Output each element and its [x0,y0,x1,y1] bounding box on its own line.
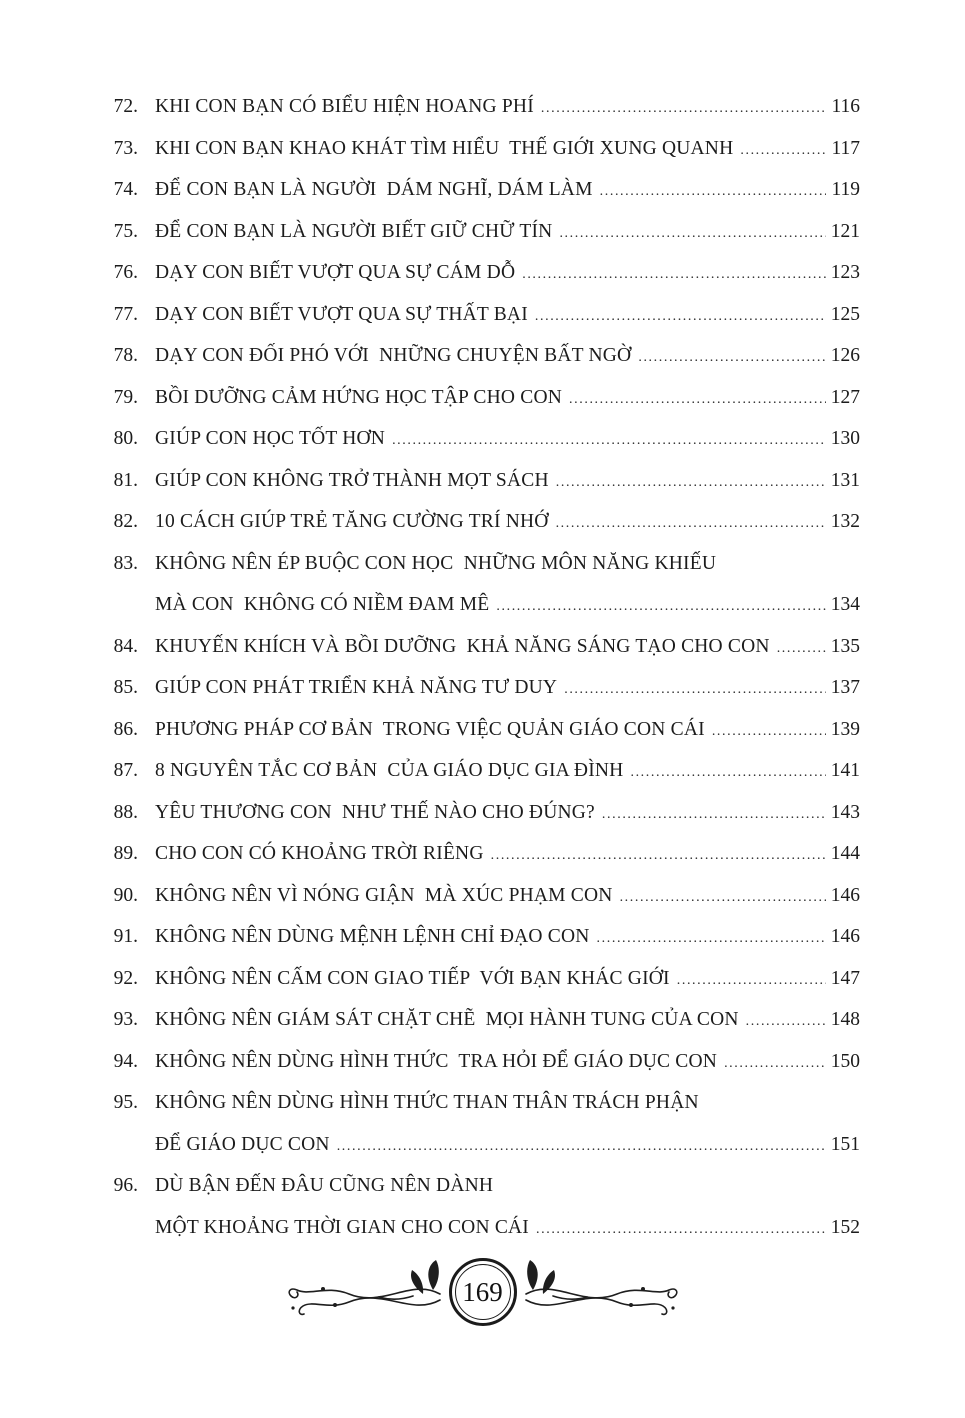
dot-leader [556,503,826,545]
toc-entry-line [100,667,860,709]
entry-title: KHÔNG NÊN CẤM CON GIAO TIẾP VỚI BẠN KHÁC GIỚI [155,967,670,989]
dot-leader [630,752,825,794]
toc-entry-line [100,792,860,834]
entry-number: 78. [113,345,138,366]
toc-entry-line [100,460,860,502]
toc-entry [100,1082,860,1165]
entry-title: KHÔNG NÊN DÙNG HÌNH THỨC THAN THÂN TRÁCH PHẬN [155,1092,699,1113]
entry-page-number: 127 [830,386,860,408]
dot-leader [522,254,826,296]
entry-title: 10 CÁCH GIÚP TRẺ TĂNG CƯỜNG TRÍ NHỚ [155,511,549,532]
entry-title: MÀ CON KHÔNG CÓ NIỀM ĐAM MÊ [155,594,490,615]
toc-entry [100,460,860,502]
toc-entry [100,875,860,917]
entry-number: 94. [113,1050,138,1072]
entry-number: 85. [113,677,138,698]
dot-leader [392,420,826,462]
toc-entry [100,792,860,834]
dot-leader [564,669,826,711]
entry-title: ĐỂ GIÁO DỤC CON [155,1133,330,1155]
toc-entry-line [100,128,860,170]
entry-number: 90. [113,884,138,906]
entry-page-number: 116 [831,96,860,117]
entry-number: 95. [113,1092,138,1113]
entry-page-number: 119 [831,179,860,200]
entry-page-number: 131 [830,469,860,491]
dot-leader [620,877,826,919]
toc-entry-line [100,1124,860,1166]
entry-number: 87. [113,760,138,781]
toc-entry [100,128,860,170]
toc-entry-line [100,543,860,585]
entry-title: ĐỂ CON BẠN LÀ NGƯỜI DÁM NGHĨ, DÁM LÀM [155,179,593,200]
entry-title: GIÚP CON KHÔNG TRỞ THÀNH MỌT SÁCH [155,469,549,491]
toc-entry [100,626,860,668]
dot-leader [602,794,826,836]
entry-title: MỘT KHOẢNG THỜI GIAN CHO CON CÁI [155,1216,530,1238]
toc-entry [100,833,860,875]
dot-leader [740,130,826,172]
toc-entry [100,958,860,1000]
toc-entry [100,377,860,419]
dot-leader [536,1209,826,1251]
toc-entry-line [100,377,860,419]
entry-page-number: 139 [830,718,860,740]
dot-leader [535,296,826,338]
entry-number: 89. [113,843,138,864]
entry-title: GIÚP CON HỌC TỐT HƠN [155,428,386,449]
table-of-contents [100,86,860,1248]
entry-number: 86. [113,718,138,740]
entry-page-number: 141 [830,760,860,781]
entry-page-number: 137 [830,677,860,698]
toc-entry-line [100,1041,860,1083]
toc-entry [100,501,860,543]
toc-entry-line [100,501,860,543]
entry-number: 74. [113,179,138,200]
entry-page-number: 121 [830,220,860,242]
dot-leader [677,960,826,1002]
toc-entry [100,667,860,709]
toc-entry-line [100,169,860,211]
entry-title: BỒI DƯỠNG CẢM HỨNG HỌC TẬP CHO CON [155,386,563,408]
entry-number: 76. [113,262,138,283]
toc-entry [100,709,860,751]
toc-entry-line [100,750,860,792]
entry-page-number: 151 [830,1133,860,1155]
toc-entry-line [100,1082,860,1124]
entry-page-number: 126 [830,345,860,366]
entry-title: DÙ BẬN ĐẾN ĐÂU CŨNG NÊN DÀNH [155,1175,494,1196]
entry-number: 82. [113,511,138,532]
entry-page-number: 152 [830,1216,860,1238]
entry-page-number: 148 [830,1009,860,1030]
toc-entry-line [100,875,860,917]
page-number: 169 [455,1264,511,1320]
entry-number: 92. [113,967,138,989]
entry-title: ĐỂ CON BẠN LÀ NGƯỜI BIẾT GIỮ CHỮ TÍN [155,220,553,242]
entry-page-number: 143 [830,801,860,823]
toc-entry [100,1041,860,1083]
entry-page-number: 130 [830,428,860,449]
toc-entry-line [100,1207,860,1249]
toc-entry-line [100,584,860,626]
toc-entry [100,294,860,336]
toc-entry-line [100,709,860,751]
toc-entry-line [100,252,860,294]
toc-entry [100,86,860,128]
toc-entry-line [100,294,860,336]
entry-title: KHÔNG NÊN ÉP BUỘC CON HỌC NHỮNG MÔN NĂNG KHIẾU [155,552,717,574]
entry-page-number: 146 [830,926,860,947]
entry-title: CHO CON CÓ KHOẢNG TRỜI RIÊNG [155,843,484,864]
entry-number: 75. [113,220,138,242]
toc-entry [100,418,860,460]
toc-entry [100,1165,860,1248]
dot-leader [600,171,827,213]
dot-leader [337,1126,826,1168]
entry-page-number: 125 [830,303,860,325]
page-footer-ornament [0,1256,965,1328]
toc-entry-line [100,211,860,253]
entry-page-number: 135 [830,635,860,657]
entry-number: 83. [113,552,138,574]
entry-title: KHI CON BẠN CÓ BIỂU HIỆN HOANG PHÍ [155,96,534,117]
dot-leader [556,462,826,504]
toc-entry-line [100,86,860,128]
toc-entry-line [100,916,860,958]
entry-title: KHÔNG NÊN DÙNG MỆNH LỆNH CHỈ ĐẠO CON [155,926,590,947]
entry-title: DẠY CON BIẾT VƯỢT QUA SỰ CÁM DỖ [155,262,516,283]
toc-entry [100,916,860,958]
entry-title: KHUYẾN KHÍCH VÀ BỒI DƯỠNG KHẢ NĂNG SÁNG TẠO CHO CON [155,635,770,657]
entry-page-number: 150 [830,1050,860,1072]
entry-number: 77. [113,303,138,325]
toc-entry [100,335,860,377]
entry-title: KHÔNG NÊN DÙNG HÌNH THỨC TRA HỎI ĐỂ GIÁO DỤC CON [155,1050,718,1072]
dot-leader [559,213,825,255]
entry-page-number: 117 [831,137,860,159]
dot-leader [638,337,825,379]
page-number-badge [449,1258,517,1326]
dot-leader [569,379,826,421]
toc-entry [100,252,860,294]
dot-leader [746,1001,826,1043]
flourish-left-icon [283,1256,443,1328]
dot-leader [541,88,827,130]
entry-page-number: 132 [830,511,860,532]
entry-title: GIÚP CON PHÁT TRIỂN KHẢ NĂNG TƯ DUY [155,677,558,698]
entry-number: 91. [113,926,138,947]
entry-page-number: 134 [830,594,860,615]
dot-leader [777,628,826,670]
entry-title: KHÔNG NÊN GIÁM SÁT CHẶT CHẼ MỌI HÀNH TUNG CỦA CON [155,1009,739,1030]
dot-leader [496,586,825,628]
dot-leader [597,918,826,960]
entry-title: 8 NGUYÊN TẮC CƠ BẢN CỦA GIÁO DỤC GIA ĐÌNH [155,760,624,781]
entry-number: 79. [113,386,138,408]
entry-number: 84. [113,635,138,657]
toc-entry-line [100,999,860,1041]
toc-entry [100,543,860,626]
entry-title: PHƯƠNG PHÁP CƠ BẢN TRONG VIỆC QUẢN GIÁO CON CÁI [155,718,705,740]
flourish-right-icon [523,1256,683,1328]
dot-leader [712,711,826,753]
entry-number: 72. [113,96,138,117]
toc-entry-line [100,833,860,875]
entry-page-number: 123 [830,262,860,283]
entry-title: KHI CON BẠN KHAO KHÁT TÌM HIỂU THẾ GIỚI XUNG QUANH [155,137,734,159]
entry-title: DẠY CON ĐỐI PHÓ VỚI NHỮNG CHUYỆN BẤT NGỜ [155,345,632,366]
entry-page-number: 146 [830,884,860,906]
dot-leader [724,1043,826,1085]
entry-title: YÊU THƯƠNG CON NHƯ THẾ NÀO CHO ĐÚNG? [155,801,595,823]
entry-number: 81. [113,469,138,491]
toc-entry [100,750,860,792]
entry-title: KHÔNG NÊN VÌ NÓNG GIẬN MÀ XÚC PHẠM CON [155,884,613,906]
entry-number: 93. [113,1009,138,1030]
toc-entry-line [100,418,860,460]
toc-entry-line [100,958,860,1000]
entry-page-number: 144 [830,843,860,864]
toc-entry-line [100,626,860,668]
entry-page-number: 147 [830,967,860,989]
toc-entry-line [100,335,860,377]
entry-number: 73. [113,137,138,159]
entry-title: DẠY CON BIẾT VƯỢT QUA SỰ THẤT BẠI [155,303,528,325]
dot-leader [491,835,826,877]
toc-entry [100,211,860,253]
entry-number: 88. [113,801,138,823]
entry-number: 96. [113,1175,138,1196]
toc-entry-line [100,1165,860,1207]
toc-entry [100,169,860,211]
toc-entry [100,999,860,1041]
entry-number: 80. [113,428,138,449]
